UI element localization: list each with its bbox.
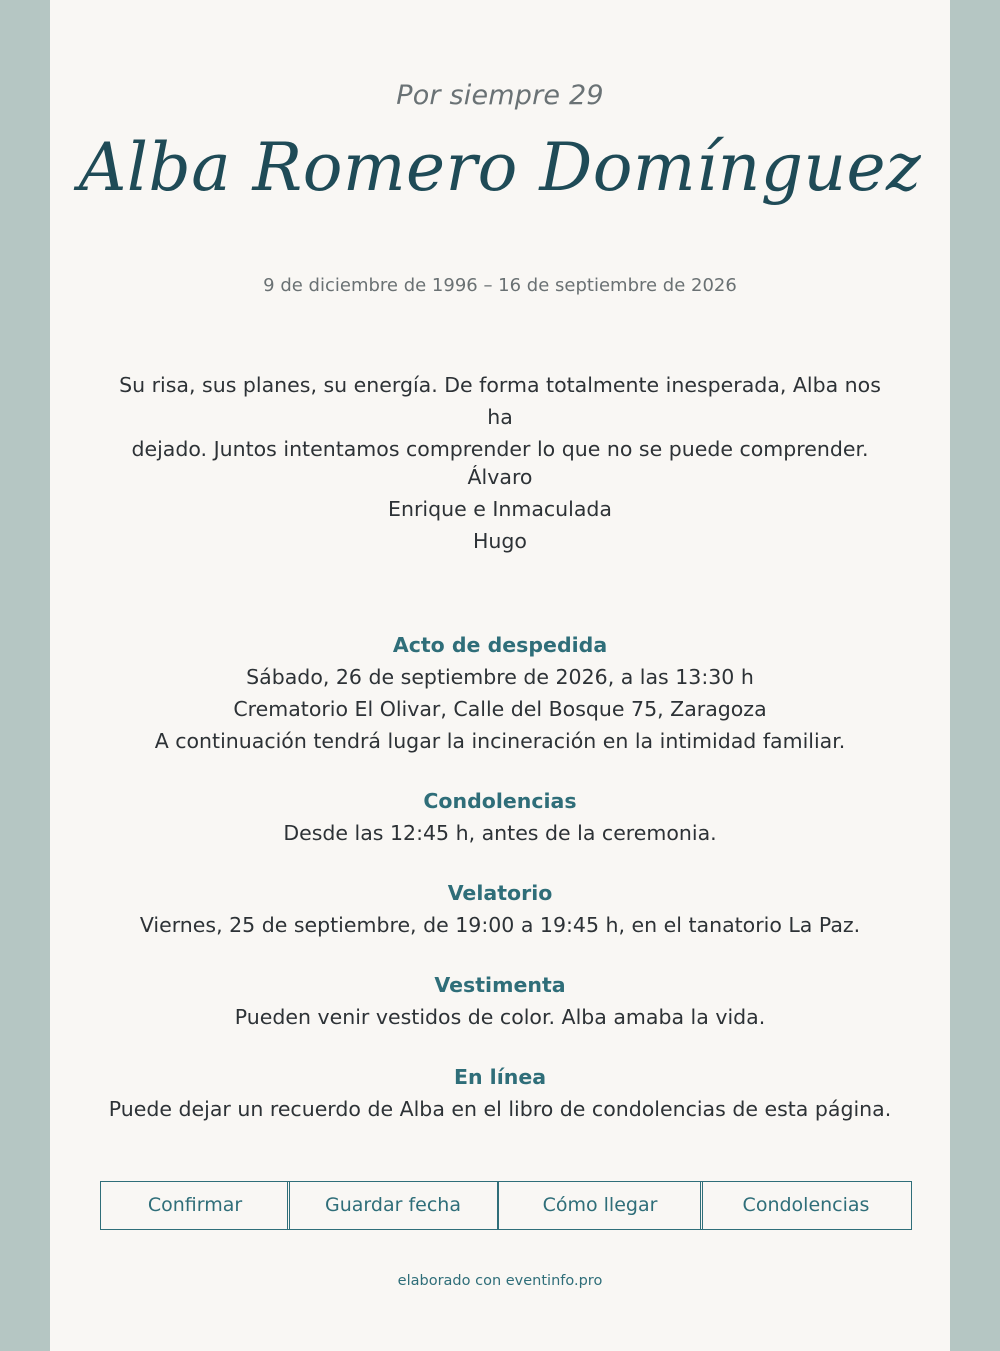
section-title: Condolencias xyxy=(423,789,577,813)
directions-button[interactable]: Cómo llegar xyxy=(497,1181,703,1230)
family-list xyxy=(50,461,950,557)
section-dress-code xyxy=(50,969,950,1033)
intro-line: dejado. Juntos intentamos comprender lo que no se puede comprender. xyxy=(131,437,869,461)
life-dates: 9 de diciembre de 1996 – 16 de septiembre de 2026 xyxy=(263,275,737,296)
section-line: Puede dejar un recuerdo de Alba en el libro de condolencias de esta página. xyxy=(108,1097,892,1121)
section-title: Vestimenta xyxy=(434,973,566,997)
section-line: Viernes, 25 de septiembre, de 19:00 a 19:45 h, en el tanatorio La Paz. xyxy=(139,913,861,937)
section-condolences xyxy=(50,785,950,849)
action-buttons xyxy=(100,1181,900,1228)
section-title: En línea xyxy=(453,1065,547,1089)
subtitle: Por siempre 29 xyxy=(396,80,604,111)
intro-text xyxy=(110,369,890,465)
section-wake xyxy=(50,877,950,941)
section-online xyxy=(50,1061,950,1125)
section-line: Pueden venir vestidos de color. Alba amaba la vida. xyxy=(234,1005,766,1029)
section-title: Velatorio xyxy=(447,881,553,905)
condolences-button[interactable]: Condolencias xyxy=(700,1181,912,1230)
confirm-button[interactable]: Confirmar xyxy=(100,1181,290,1230)
section-line: Desde las 12:45 h, antes de la ceremonia. xyxy=(283,821,717,845)
section-title: Acto de despedida xyxy=(392,633,608,657)
invitation-card xyxy=(50,0,950,1351)
intro-line: Su risa, sus planes, su energía. De forma totalmente inesperada, Alba nos ha xyxy=(119,373,881,429)
section-farewell xyxy=(50,629,950,757)
section-line: Sábado, 26 de septiembre de 2026, a las 13:30 h xyxy=(246,665,754,689)
event-sections xyxy=(50,629,950,1153)
deceased-name: Alba Romero Domínguez xyxy=(78,129,922,206)
section-line: Crematorio El Olivar, Calle del Bosque 75, Zaragoza xyxy=(233,697,767,721)
section-line: A continuación tendrá lugar la incineración en la intimidad familiar. xyxy=(154,729,846,753)
family-member: Enrique e Inmaculada xyxy=(388,497,612,521)
family-member: Álvaro xyxy=(467,465,533,489)
save-date-button[interactable]: Guardar fecha xyxy=(287,1181,499,1230)
footer-credit[interactable]: elaborado con eventinfo.pro xyxy=(397,1273,603,1289)
family-member: Hugo xyxy=(473,529,527,553)
